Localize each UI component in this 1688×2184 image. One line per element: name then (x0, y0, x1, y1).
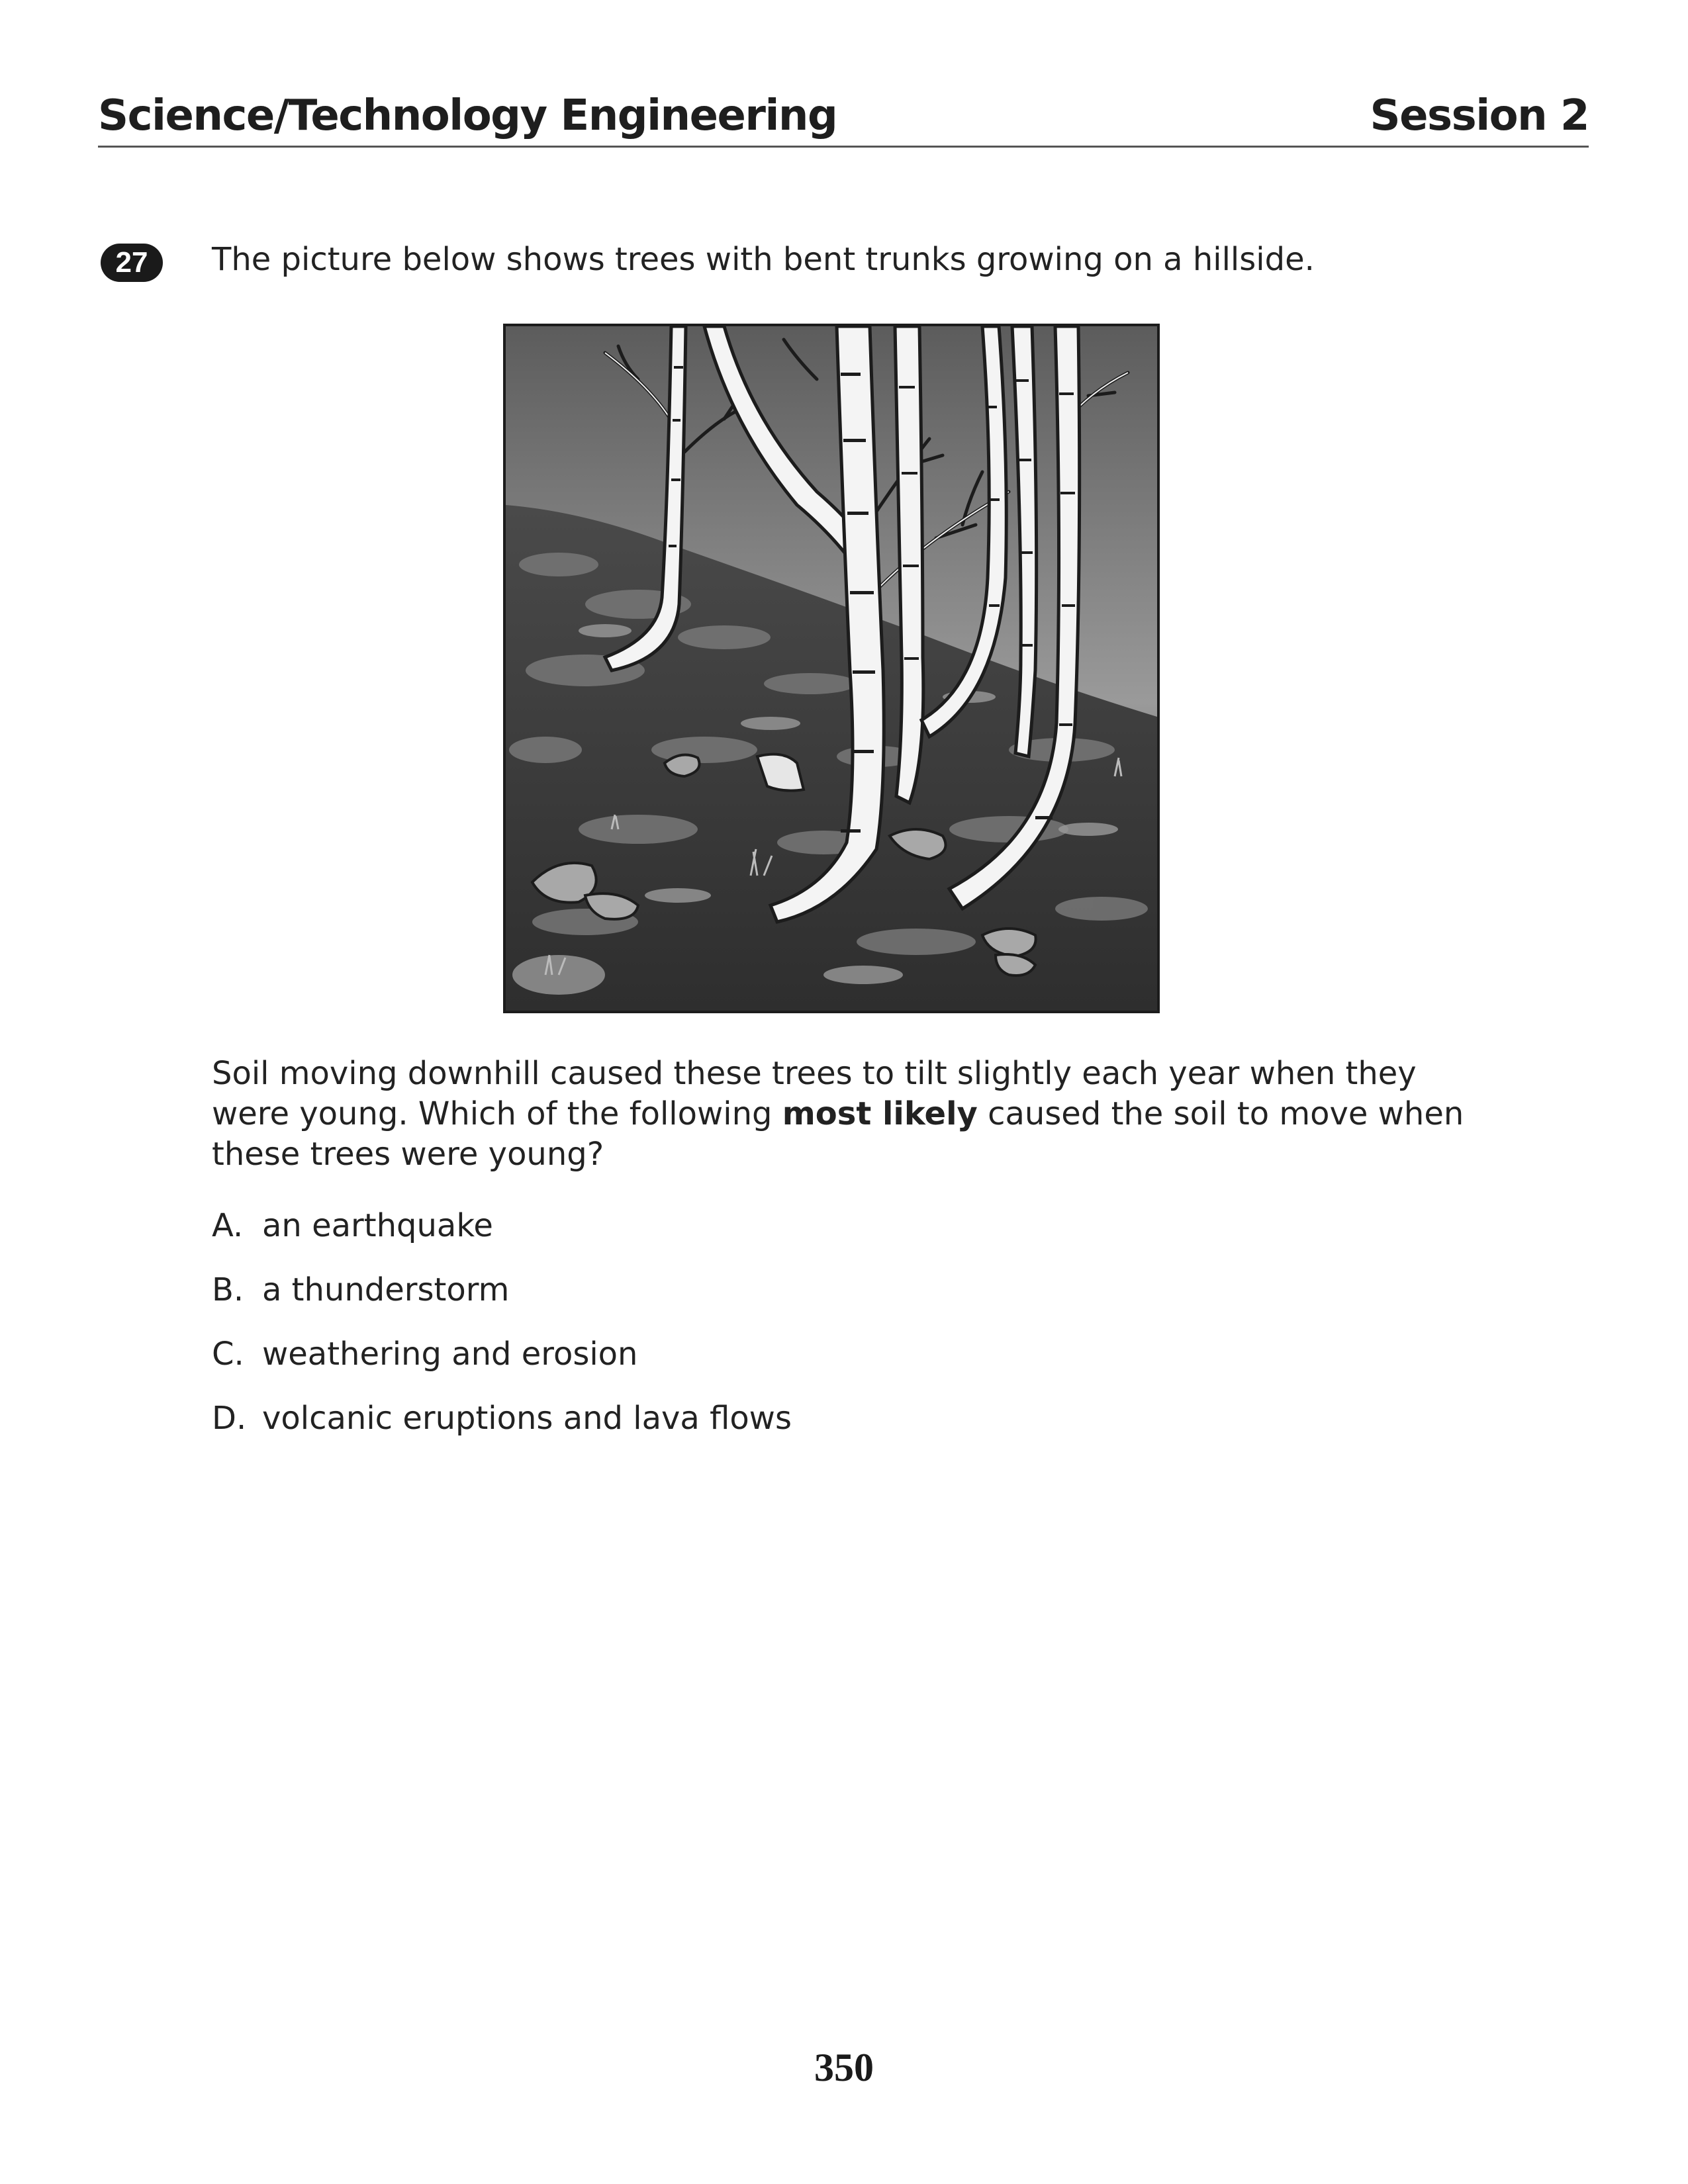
choice-text: a thunderstorm (262, 1271, 510, 1308)
choice-letter: B. (212, 1271, 244, 1308)
question-body-line-2-start: were young. Which of the following (212, 1095, 782, 1132)
question-body-line-2 (212, 1094, 1536, 1134)
choice-letter: D. (212, 1400, 247, 1437)
choice-text: weathering and erosion (262, 1336, 638, 1373)
question-body-line-3: these trees were young? (212, 1136, 604, 1173)
choice-c[interactable] (212, 1334, 637, 1375)
bent-trees-illustration (503, 324, 1160, 1013)
page-header (98, 87, 1589, 148)
choice-b[interactable] (212, 1270, 509, 1310)
question-body-line-2-end: caused the soil to move when (977, 1095, 1464, 1132)
emphasis-most-likely: most likely (782, 1095, 978, 1132)
choice-text: volcanic eruptions and lava flows (262, 1400, 792, 1437)
subject-title: Science/Technology Engineering (98, 91, 837, 140)
choice-a[interactable] (212, 1206, 493, 1246)
choice-letter: A. (212, 1207, 244, 1244)
choice-letter: C. (212, 1336, 244, 1373)
choice-text: an earthquake (262, 1207, 493, 1244)
page-number: 350 (814, 2046, 874, 2089)
question-body-line-1: Soil moving downhill caused these trees to tilt slightly each year when they (212, 1055, 1417, 1092)
session-label: Session 2 (1370, 91, 1589, 140)
question-stem: The picture below shows trees with bent trunks growing on a hillside. (212, 241, 1315, 278)
question-body (212, 1054, 1536, 1175)
choice-d[interactable] (212, 1398, 792, 1439)
question-number-badge: 27 (101, 244, 163, 282)
